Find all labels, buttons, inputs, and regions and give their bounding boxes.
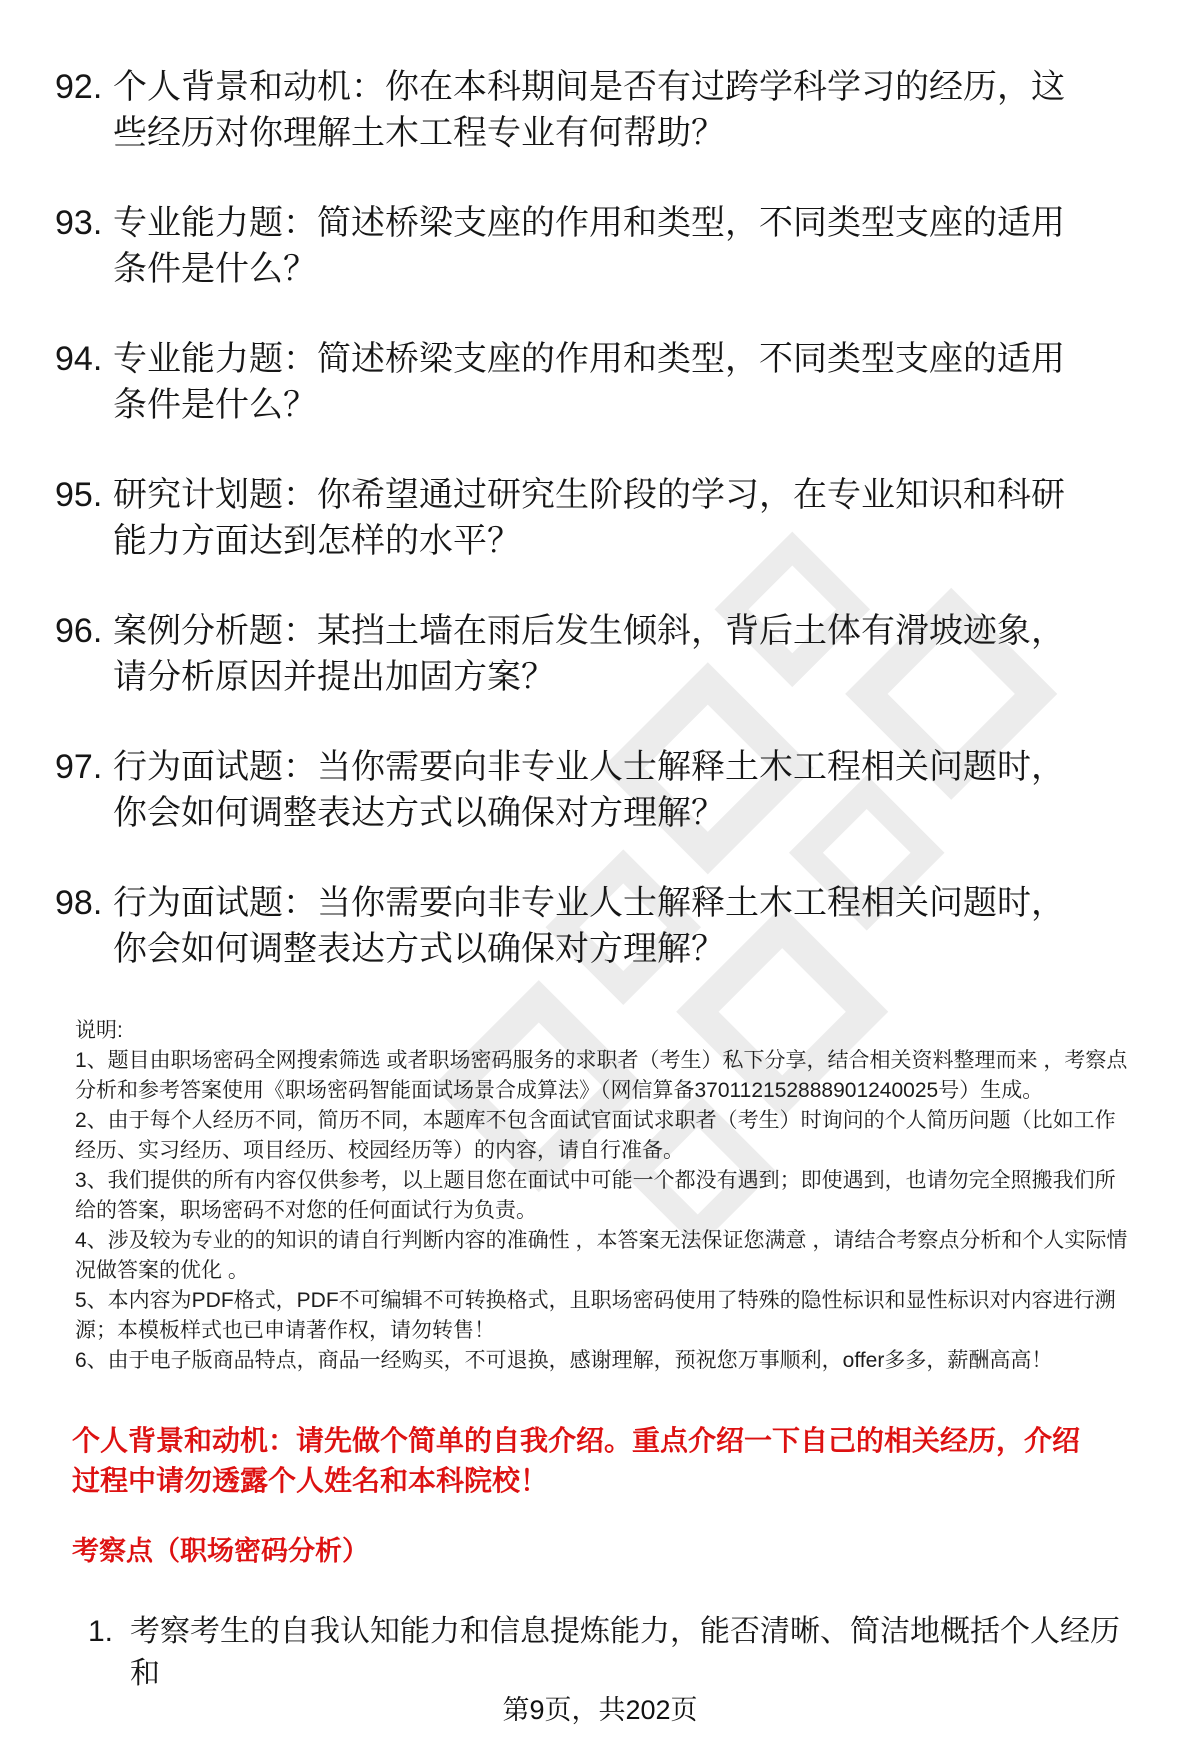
question-line: 些经历对你理解土木工程专业有何帮助？ (113, 114, 725, 152)
question-item (55, 880, 1145, 972)
analysis-item-number: 1. (88, 1615, 114, 1648)
question-item (55, 64, 1145, 156)
question-text (113, 200, 1145, 292)
note-item: 2、由于每个人经历不同，简历不同，本题库不包含面试官面试求职者（考生）时询问的个人简历问题（比如工作经历、实习经历、项目经历、校园经历等）的内容，请自行准备。 (75, 1109, 1116, 1162)
question-line: 专业能力题：简述桥梁支座的作用和类型，不同类型支座的适用 (113, 204, 1065, 242)
highlighted-question-line: 过程中请勿透露个人姓名和本科院校！ (72, 1465, 549, 1496)
analysis-item (88, 1611, 1145, 1695)
question-text (113, 880, 1145, 972)
question-item (55, 200, 1145, 292)
page-footer: 第9页，共202页 (502, 1695, 698, 1725)
question-item (55, 472, 1145, 564)
analysis-section-heading: 考察点（职场密码分析） (72, 1536, 369, 1566)
question-number: 98. (55, 884, 103, 922)
question-number: 93. (55, 204, 103, 242)
question-text (113, 336, 1145, 428)
question-line: 个人背景和动机：你在本科期间是否有过跨学科学习的经历，这 (113, 68, 1065, 106)
question-line: 研究计划题：你希望通过研究生阶段的学习，在专业知识和科研 (113, 476, 1065, 514)
note-item: 4、涉及较为专业的的知识的请自行判断内容的准确性 ，本答案无法保证您满意 ，请结合考察点分析和个人实际情况做答案的优化 。 (75, 1229, 1128, 1282)
question-line: 能力方面达到怎样的水平？ (113, 522, 521, 560)
question-line: 行为面试题：当你需要向非专业人士解释土木工程相关问题时， (113, 748, 1065, 786)
question-line: 案例分析题：某挡土墙在雨后发生倾斜，背后土体有滑坡迹象， (113, 612, 1065, 650)
question-line: 专业能力题：简述桥梁支座的作用和类型，不同类型支座的适用 (113, 340, 1065, 378)
question-line: 行为面试题：当你需要向非专业人士解释土木工程相关问题时， (113, 884, 1065, 922)
question-number: 94. (55, 340, 103, 378)
question-text (113, 472, 1145, 564)
notes-title: 说明: (75, 1019, 123, 1042)
analysis-item-text: 考察考生的自我认知能力和信息提炼能力，能否清晰、简洁地概括个人经历和 (130, 1615, 1120, 1690)
question-line: 条件是什么？ (113, 250, 317, 288)
question-number: 92. (55, 68, 103, 106)
question-line: 请分析原因并提出加固方案？ (113, 658, 555, 696)
question-text (113, 744, 1145, 836)
note-item: 5、本内容为PDF格式，PDF不可编辑不可转换格式，且职场密码使用了特殊的隐性标识和显性标识对内容进行溯源；本模板样式也已申请著作权，请勿转售！ (75, 1289, 1116, 1342)
note-item: 1、题目由职场密码全网搜索筛选 或者职场密码服务的求职者（考生）私下分享，结合相关资料整理而来 ，考察点分析和参考答案使用《职场密码智能面试场景合成算法》（网信算备370112152888901240025号）生成。 (75, 1049, 1128, 1102)
note-item: 3、我们提供的所有内容仅供参考，以上题目您在面试中可能一个都没有遇到；即使遇到，也请勿完全照搬我们所给的答案，职场密码不对您的任何面试行为负责。 (75, 1169, 1116, 1222)
highlighted-question (72, 1421, 1150, 1501)
question-text (113, 64, 1145, 156)
question-line: 条件是什么？ (113, 386, 317, 424)
highlighted-question-line: 个人背景和动机：请先做个简单的自我介绍。重点介绍一下自己的相关经历，介绍 (72, 1425, 1081, 1456)
question-text (113, 608, 1145, 700)
note-item: 6、由于电子版商品特点，商品一经购买，不可退换，感谢理解，预祝您万事顺利，offer多多，薪酬高高！ (75, 1349, 1053, 1372)
question-line: 你会如何调整表达方式以确保对方理解？ (113, 930, 725, 968)
question-number: 95. (55, 476, 103, 514)
question-line: 你会如何调整表达方式以确保对方理解？ (113, 794, 725, 832)
notes-section (75, 1016, 1130, 1376)
question-item (55, 336, 1145, 428)
question-item (55, 744, 1145, 836)
question-number: 97. (55, 748, 103, 786)
question-item (55, 608, 1145, 700)
question-number: 96. (55, 612, 103, 650)
